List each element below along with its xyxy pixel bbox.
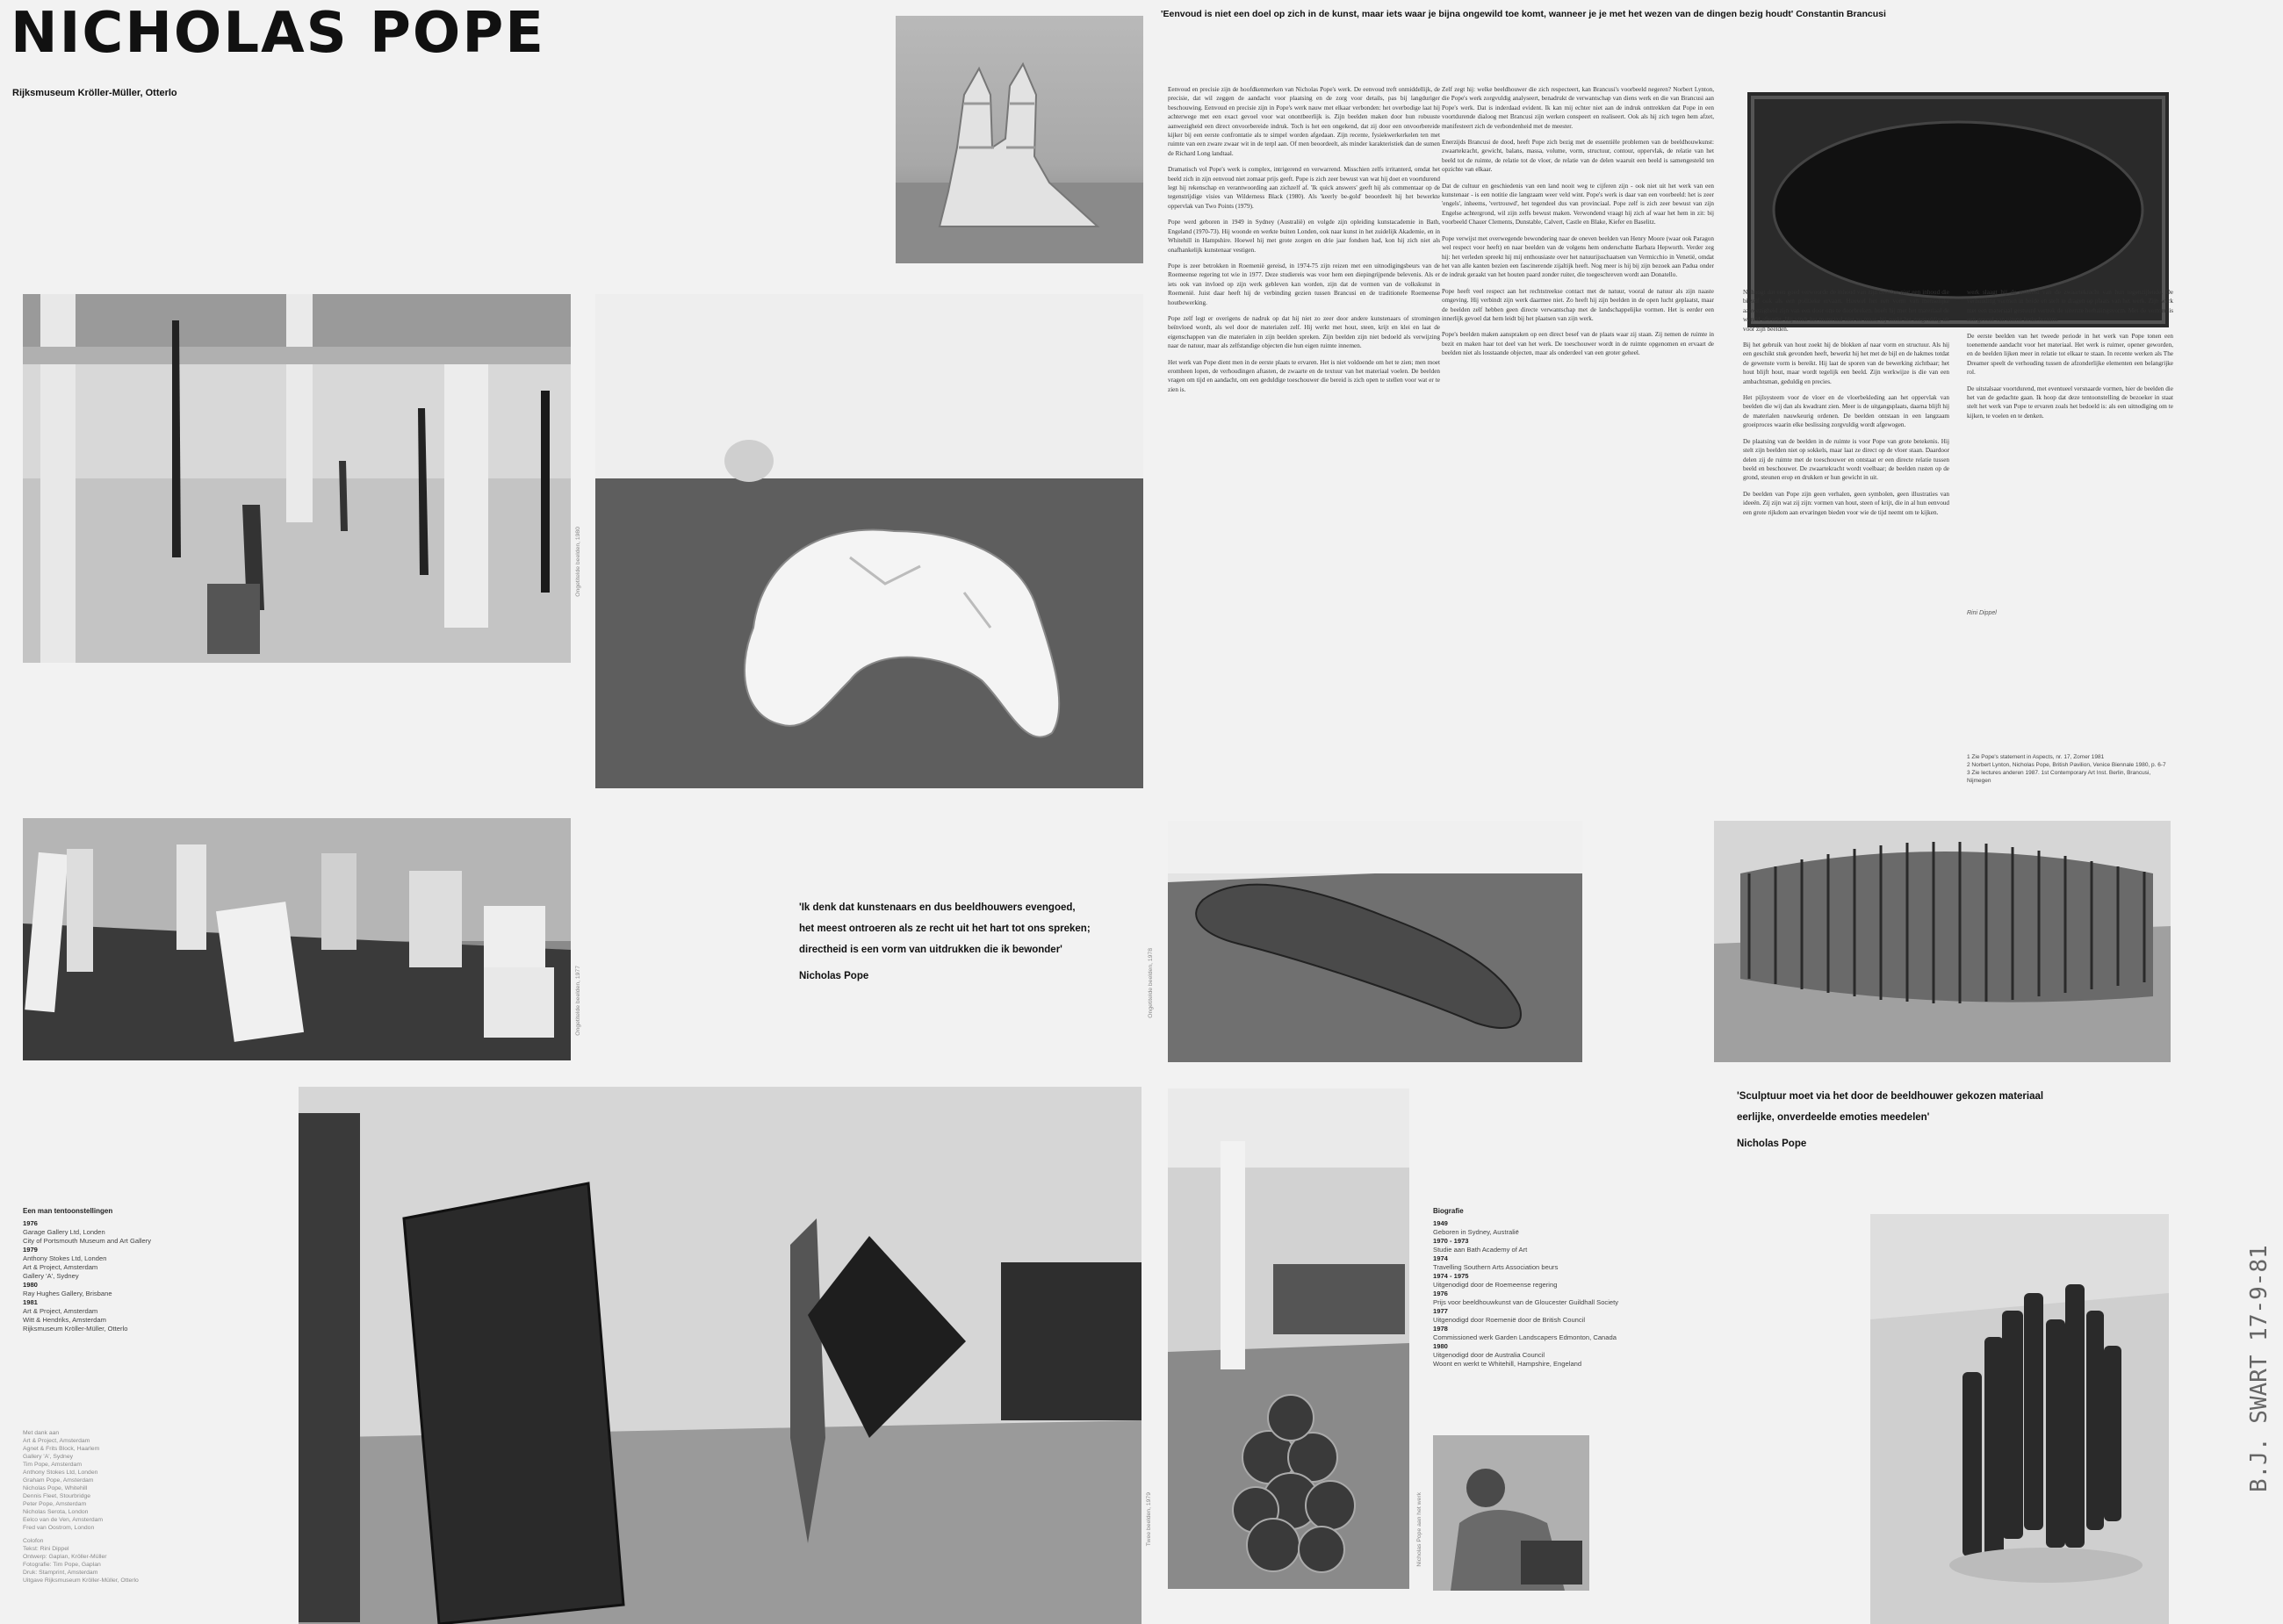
- photo-artist-portrait: [1433, 1435, 1589, 1591]
- text-column-4: werk slaagt hij de eenheid van de zwaartekracht van hun tegenzijlende. De verhouding vormen in beide en stelt te dragen op plaats van het werk. Zijn werk met een materiaal gestuurd vertrek de uiterste herhalingsvorm. Met de vormen is een gevoel van uiterst bedachtzaam. De eerste beelden van het tweede periode in het werk van Pope tonen een toenemende aandacht voor het materiaal. Het werk is ruimer, opener geworden, en de beelden lijken meer in relatie tot elkaar te staan. In recente werken als The Dreamer speelt de verhouding tussen de afzonderlijke elementen een belangrijke rol. De uitstalsaar voortdurend, met eventueel versnaarde vormen, hier de beelden die het van de gedachte gaan. Ik hoop dat deze tentoonstelling de bezoeker in staat stelt het werk van Pope te ervaren zoals het bedoeld is: als een uitnodiging om te kijken, te voelen en te denken.: [1967, 289, 2173, 420]
- caption-blocks: Ongetitelde beelden, 1978: [1148, 948, 1154, 1018]
- text-column-3: Ni hoogt dat een goed verwoorde de inhoud van zijn beelden niet een inhoud die bijzelf ook als een politieke ervaart. Hoewel het een vorm van menselijke aanwezigheid zijn van een door ons te doorbreken, heeft hij met het materiaal de wereld afwerkt. Hij vindt het materiaal niet zo maar, hij zoekt het zorgvuldig uit voor zijn beelden. Bij het gebruik van hout zoekt hij de blokken af naar vorm en structuur. Als hij een geschikt stuk gevonden heeft, bewerkt hij het met de bijl en de hakmes totdat de gewenste vorm is bereikt. Hij laat de sporen van de bewerking zichtbaar; het hout blijft hout, maar wordt tegelijk een beeld. Zijn werkwijze is die van een ambachtsman, geduldig en precies. Het pijlsysteem voor de vloer en de vloerbekleding aan het oppervlak van beelden die wij dan als kwadrant zien. Meer is de uitgangsplaats, daarna blijft hij de materialen nauwkeurig ordenen. De beelden ontstaan in een langzaam groeiproces waarin elke beslissing zorgvuldig wordt afgewogen. De plaatsing van de beelden in de ruimte is voor Pope van grote betekenis. Hij stelt zijn beelden niet op sokkels, maar laat ze direct op de vloer staan. Daardoor delen zij de ruimte met de toeschouwer en ontstaat er een directe relatie tussen beeld en beschouwer. De zwaartekracht wordt voelbaar; de beelden rusten op de grond, steunen erop en drukken er hun gewicht in uit. De beelden van Pope zijn geen verhalen, geen symbolen, geen illustraties van ideeën. Zij zijn wat zij zijn: vormen van hout, steen of krijt, die in al hun eenvoud een grote rijkdom aan ervaringen bieden voor wie de tijd neemt om te kijken.: [1743, 289, 1949, 516]
- photo-gallery-columns: [23, 294, 571, 663]
- poster-title: NICHOLAS POPE: [11, 1, 545, 66]
- exhibitions-list: Een man tentoonstellingen 1976 Garage Gallery Ltd, Londen City of Portsmouth Museum and Art Gallery 1979 Anthony Stokes Ltd, Londen Art & Project, Amsterdam Gallery 'A', Sydney 1980 Ray Hughes Gallery, Brisbane 1981 Art & Project, Amsterdam Witt & Hendriks, Amsterdam Rijksmuseum Kröller-Müller, Otterlo: [23, 1207, 152, 1333]
- pullquote-material: 'Sculptuur moet via het door de beeldhouwer gekozen materiaal eerlijke, onverdeelde emoties meedelen' Nicholas Pope: [1737, 1086, 2088, 1154]
- venue-subtitle: Rijksmuseum Kröller-Müller, Otterlo: [12, 88, 177, 98]
- footnotes: 1 Zie Pope's statement in Aspects, nr. 17, Zomer 1981 2 Norbert Lynton, Nicholas Pope, British Pavilion, Venice Biennale 1980, p. 6-7 3 Zie lectures anderen 1987. 1st Contemporary Art Inst. Berlin, Brancusi, Nijmegen: [1967, 754, 2166, 784]
- author-signature: Rini Dippel: [1967, 610, 1997, 616]
- credits-colophon: Met dank aan Art & Project, Amsterdam Agnet & Frits Block, Haarlem Gallery 'A', Sydney Tim Pope, Amsterdam Anthony Stokes Ltd, Londen Graham Pope, Amsterdam Nicholas Pope, Whitehill Dennis Fleet, Stourbridge Peter Pope, Amsterdam Nicholas Serota, London Eelco van de Ven, Amsterdam Fred van Oostrom, London Colofon Tekst: Rini Dippel Ontwerp: Gaplan, Kröller-Müller Fotografie: Tim Pope, Gaplan Druk: Stamprint, Amsterdam Uitgave Rijksmuseum Kröller-Müller, Otterlo: [23, 1430, 139, 1584]
- text-column-2: Zelf zegt hij: welke beeldhouwer die zich respecteert, kan Brancusi's voorbeeld negeren? Norbert Lynton, die Pope's werk zorgvuldig analyseert, benadrukt de verwantschap van diens werk en die van Brancusi aan Pope's werk. Dat is inderdaad evident. Ik kan mij echter niet aan de indruk onttrekken dat Pope in een voortdurende dialoog met Brancusi zijn werken conspeert en realiseert. Ook als hij zich tegen hem afzet, manifesteert zich de verbondenheid met de meester. Enerzijds Brancusi de dood, heeft Pope zich bezig met de essentiële problemen van de beeldhouwkunst: zwaartekracht, gewicht, balans, massa, volume, vorm, structuur, contour, oppervlak, de relatie van het beeld tot de ruimte, de relatie tot de vloer, de relatie van de delen waaruit een beeld is samengesteld ten opzichte van elkaar. Dat de cultuur en geschiedenis van een land nooit weg te cijferen zijn - ook niet uit het werk van een kunstenaar - is een notitie die langzaam weer veld wint. Pope's werk is daar van een voorbeeld: het is zeer 'engels', inheems, 'vertrouwd', het tegendeel dus van provinciaal. Pope zelf is zich zeer bewust van zijn Engelse achtergrond, wil zijn zelfs bewust maken. Verwondend vraagt hij zich af waar het hem in zit: bij voorbeeld Chauer Clements, Dunstable, Calvert, Castle en Blake, Kiefer en Baselitz. Pope verwijst met overwegende bewondering naar de oneven beelden van Henry Moore (waar ook Paragon wel respect voor heeft) en naar beelden van de volgens hem onderschatte Barbara Hepworth. Verder zeg hij: het verleden spreekt hij mij enthousiaste over het natuurijsschaatsen van Vermicchio in Venetië, omdat het van alle kanten bezien een fascinerende zijaltijk heeft. Nog meer is hij bij zijn bezoek aan Padua onder de indruk geraakt van het houten paard zonder ruiter, die toegeschreven wordt aan Donatello. Pope heeft veel respect aan het rechtstreekse contact met de natuur, vooral de natuur als zijn naaste omgeving. Hij verbindt zijn werk daarmee niet. Zo heeft hij zijn beelden in de open lucht geplaatst, maar de beelden zelf hebben geen directe verwantschap met de landschappelijke vormen. Het is eerder een innerlijk gevoel dat hem leidt bij het plaatsen van zijn werk. Pope's beelden maken aanspraken op een direct besef van de plaats waar zij staan. Zij nemen de ruimte in bezit en maken haar tot deel van het werk. De toeschouwer wordt in de ruimte opgenomen en ervaart de beelden niet als losstaande objecten, maar als onderdeel van een groter geheel.: [1442, 86, 1714, 357]
- photo-plate-sculptures: [299, 1087, 1142, 1624]
- photo-white-stone: [595, 294, 1143, 788]
- photo-log-floor: [1168, 821, 1582, 1062]
- caption-portrait: Nicholas Pope aan het werk: [1416, 1492, 1422, 1567]
- caption-gallery: Ongetitelde beelden, 1980: [575, 527, 581, 597]
- photo-stake-fence: [1714, 821, 2171, 1062]
- text-column-1: Eenvoud en precisie zijn de hoofdkenmerken van Nicholas Pope's werk. De eenvoud treft onmiddellijk, de precisie, dat wil zeggen de aandacht voor plaatsing en de zorg voor details, pas bij langduriger beschouwing. Eenvoud en precisie zijn in Pope's werk nauw met elkaar verbonden: het overbodige laat hij achterwege met een exact gevoel voor wat onontbeerlijk is. Zijn beelden maken door hun robuuste aanwezigheid een direct onvoorbereide indruk. Toch is het een ongekend, dat zij door een onvoorbereide kijker bij een eerste confrontatie als te simpel worden afgedaan. Zijn recente, fysiekwerkerkelen ten met ruimte van een zware zwaar wit in de terpl aan. Of men beoordeelt, als minder karakteristiek dan de sumen de Richard Long landtaal. Dramatisch vol Pope's werk is complex, intrigerend en verwarrend. Misschien zelfs irritanterd, omdat het beeld zich in zijn eenvoud niet zomaar prijs geeft. Pope is zich zeer bewust van wat hij doet en voortdurend legt hij rekenschap en verantwoording aan zichzelf af. 'Ik quick answers' geeft hij als commentaar op de tegenstrijdige visies van Wilderness Black (1980). Als 'keerly be-gold' beoordeelt hij het bewerkte oppervlak van Two Points (1979). Pope werd geboren in 1949 in Sydney (Australië) en volgde zijn opleiding kunstacademie in Bath, Engeland (1970-73). Hij woonde en werkte buiten Londen, ook naar kunst in het zuidelijk Akademie, en in Whitehill in Hampshire. Hoewel hij met grote zorgen en drie jaar fondsen had, kon hij zich niet als onafhankelijk kunstenaar vestigen. Pope is zeer betrokken in Roemenië gereisd, in 1974-75 zijn reizen met een uitnodigingsbeurs van de Roemeense regering tot wie in 1977. Deze studiereis was voor hem een diepingrijpende belevenis. Als er iets ook van invloed op zijn werk gebleven kan worden, zijn dat de vormen van de volkskunst in Roemenië. Juist daar heeft hij de verbinding gezien tussen Brancusi en de traditionele Roemeense houtbewerking. Pope zelf legt er overigens de nadruk op dat hij niet zo zeer door andere kunstenaars of stromingen beïnvloed wordt, als wel door de materialen zelf. Hij werkt met hout, steen, krijt en klei en laat de eigenschappen van die materialen in zijn beelden spreken. Zijn beelden zijn niet bedoeld als verwijzing naar de natuur, maar als zelfstandige objecten die hun eigen ruimte innemen. Het werk van Pope dient men in de eerste plaats te ervaren. Het is niet voldoende om het te zien; men moet eromheen lopen, de verhoudingen aftasten, de zwaarte en de textuur van het materiaal voelen. De beelden vragen om tijd en aandacht, om een geduldige toeschouwer die bereid is zich open te stellen voor wat er te zien is.: [1168, 86, 1440, 393]
- pullquote-author: Nicholas Pope: [799, 971, 869, 981]
- handwritten-annotation: B.J. SWART 17-9-81: [2246, 1245, 2272, 1492]
- caption-stones: Ongetitelde beelden, 1977: [575, 966, 581, 1036]
- biography-list: Biografie 1949 Geboren in Sydney, Australië 1970 - 1973 Studie aan Bath Academy of Art 1974 Travelling Southern Arts Association beurs 1974 - 1975 Uitgenodigd door de Roemeense regering 1976 Prijs voor beeldhouwkunst van de Gloucester Guildhall Society 1977 Uitgenodigd door Roemenië door de British Council 1978 Commissioned werk Garden Landscapers Edmonton, Canada 1980 Uitgenodigd door de Australia Council Woont en werkt te Whitehill, Hampshire, Engeland: [1433, 1207, 1619, 1368]
- pullquote-author: Nicholas Pope: [1737, 1139, 1807, 1149]
- pullquote-directness: 'Ik denk dat kunstenaars en dus beeldhouwers evengoed, het meest ontroeren als ze recht uit het hart tot ons spreken; directheid is een vorm van uitdrukken die ik bewonder' Nicholas Pope: [799, 897, 1150, 987]
- caption-sculpture: Twee beelden, 1979: [1146, 1492, 1152, 1547]
- photo-stone-blocks: [23, 818, 571, 1060]
- photo-log-stack: [1168, 1089, 1409, 1589]
- brancusi-quote: 'Eenvoud is niet een doel op zich in de kunst, maar iets waar je bijna ongewild toe komt, wanneer je je met het wezen van de dingen bezig houdt' Constantin Brancusi: [1161, 9, 1886, 19]
- photo-dark-stakes: [1870, 1214, 2169, 1624]
- photo-twin-towers: [896, 16, 1143, 263]
